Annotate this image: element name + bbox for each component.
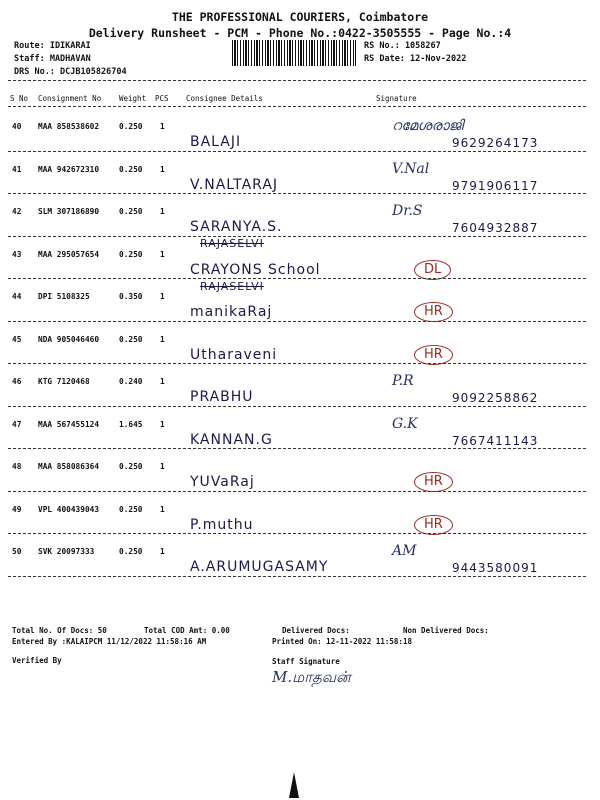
drs-number: DRS No.: DCJB105826704 (14, 67, 127, 77)
staff-signature-label: Staff Signature (272, 657, 340, 666)
divider (8, 106, 586, 107)
barcode (232, 40, 356, 66)
company-title: THE PROFESSIONAL COURIERS, Coimbatore (171, 10, 429, 24)
consignee-name: BALAJI (190, 134, 242, 150)
recipient-phone: 9443580091 (452, 561, 539, 575)
row-weight: 0.250 (119, 334, 143, 344)
consignee-name: YUVaRaj (190, 474, 255, 490)
row-weight: 0.250 (119, 547, 143, 556)
total-cod: Total COD Amt: 0.00 (144, 626, 230, 635)
row-pcs: 1 (160, 207, 165, 216)
row-consignment: MAA 567455124 (38, 419, 100, 429)
recipient-phone: 9092258862 (452, 391, 539, 405)
col-pcs: PCS (155, 94, 169, 103)
row-pcs: 1 (160, 164, 165, 174)
row-consignment: KTG 7120468 (38, 377, 90, 386)
row-pcs: 1 (160, 249, 165, 259)
row-weight: 0.250 (119, 462, 143, 471)
row-consignment: SVK 20097333 (38, 547, 95, 556)
row-weight: 0.250 (119, 122, 143, 131)
row-weight: 0.250 (119, 164, 143, 174)
row-weight: 0.250 (119, 249, 143, 259)
row-divider (8, 151, 586, 152)
row-divider (8, 363, 586, 364)
row-sno: 41 (12, 164, 22, 174)
row-consignment: MAA 942672310 (38, 164, 100, 174)
consignee-name: P.muthu (190, 516, 254, 533)
recipient-phone: 9629264173 (452, 136, 539, 150)
row-pcs: 1 (160, 377, 165, 386)
verified-by: Verified By (12, 656, 62, 665)
row-divider (8, 278, 586, 279)
row-sno: 49 (12, 504, 22, 514)
scan-mark (289, 772, 299, 798)
total-docs: Total No. Of Docs: 50 (12, 626, 107, 635)
status-stamp: HR (414, 515, 453, 535)
divider (8, 80, 586, 81)
row-weight: 0.250 (119, 504, 143, 514)
recipient-phone: 9791906117 (452, 178, 539, 193)
row-divider (8, 321, 586, 322)
row-sno: 40 (12, 122, 22, 131)
row-consignment: MAA 858086364 (38, 462, 100, 471)
row-divider (8, 533, 586, 534)
recipient-phone: 7604932887 (452, 221, 539, 235)
row-pcs: 1 (160, 419, 165, 429)
status-stamp: HR (414, 472, 453, 492)
printed-on: Printed On: 12-11-2022 11:58:18 (272, 637, 412, 646)
consignee-name: PRABHU (190, 389, 254, 405)
struck-name: RAJASELVI (200, 279, 264, 293)
row-pcs: 1 (160, 334, 165, 344)
staff-label: Staff: MADHAVAN (14, 54, 91, 64)
rs-date: RS Date: 12-Nov-2022 (364, 54, 467, 64)
staff-signature: M.மாதவன் (272, 668, 351, 686)
struck-name: RAJASELVI (200, 237, 264, 250)
consignee-name: A.ARUMUGASAMY (190, 559, 329, 575)
row-pcs: 1 (160, 504, 165, 514)
col-signature: Signature (376, 94, 417, 103)
row-weight: 1.645 (119, 419, 143, 429)
row-sno: 47 (12, 419, 22, 429)
row-sno: 50 (12, 547, 22, 556)
row-sno: 46 (12, 377, 22, 386)
recipient-signature: Dr.S (392, 203, 423, 219)
row-pcs: 1 (160, 292, 165, 301)
row-consignment: DPI 5108325 (38, 292, 90, 301)
row-sno: 43 (12, 249, 22, 259)
row-pcs: 1 (160, 547, 165, 556)
status-stamp: HR (414, 302, 453, 322)
col-sno: S No (10, 94, 29, 103)
recipient-signature: G.K (392, 415, 418, 432)
recipient-signature: V.Nal (392, 160, 430, 177)
consignee-name: KANNAN.G (190, 431, 273, 448)
row-weight: 0.250 (119, 207, 143, 216)
entered-by: Entered By :KALAIPCM 11/12/2022 11:58:16 AM (12, 637, 207, 646)
row-sno: 44 (12, 292, 22, 301)
row-consignment: NDA 905046460 (38, 334, 100, 344)
row-divider (8, 236, 586, 237)
row-sno: 42 (12, 207, 22, 216)
recipient-signature: P.R (392, 373, 414, 389)
row-consignment: MAA 858538602 (38, 122, 100, 131)
row-consignment: MAA 295057654 (38, 249, 100, 259)
row-weight: 0.240 (119, 377, 143, 386)
recipient-signature: AM (392, 543, 417, 559)
consignee-name: V.NALTARAJ (190, 176, 279, 193)
row-pcs: 1 (160, 462, 165, 471)
consignee-name: manikaRaj (190, 304, 273, 320)
row-divider (8, 406, 586, 407)
consignee-name: SARANYA.S. (190, 219, 283, 235)
recipient-phone: 7667411143 (452, 433, 539, 448)
status-stamp: HR (414, 345, 453, 365)
delivered-docs: Delivered Docs: (282, 626, 350, 635)
row-pcs: 1 (160, 122, 165, 131)
row-consignment: SLM 307186890 (38, 207, 100, 216)
status-stamp: DL (414, 260, 451, 280)
row-sno: 45 (12, 334, 22, 344)
col-details: Consignee Details (186, 94, 263, 103)
recipient-signature: റമേശരാജി (392, 118, 464, 134)
runsheet-subtitle: Delivery Runsheet - PCM - Phone No.:0422-3505555 - Page No.:4 (88, 26, 512, 40)
row-weight: 0.350 (119, 292, 143, 301)
rs-number: RS No.: 1058267 (364, 41, 441, 51)
row-divider (8, 448, 586, 449)
row-consignment: VPL 400439043 (38, 504, 100, 514)
row-divider (8, 491, 586, 492)
consignee-name: Utharaveni (190, 346, 278, 363)
route-label: Route: IDIKARAI (14, 41, 91, 51)
col-weight: Weight (119, 94, 147, 103)
col-consignment: Consignment No (38, 94, 102, 103)
row-divider (8, 193, 586, 194)
row-divider (8, 576, 586, 577)
row-sno: 48 (12, 462, 22, 471)
consignee-name: CRAYONS School (190, 261, 321, 278)
non-delivered-docs: Non Delivered Docs: (403, 626, 489, 635)
